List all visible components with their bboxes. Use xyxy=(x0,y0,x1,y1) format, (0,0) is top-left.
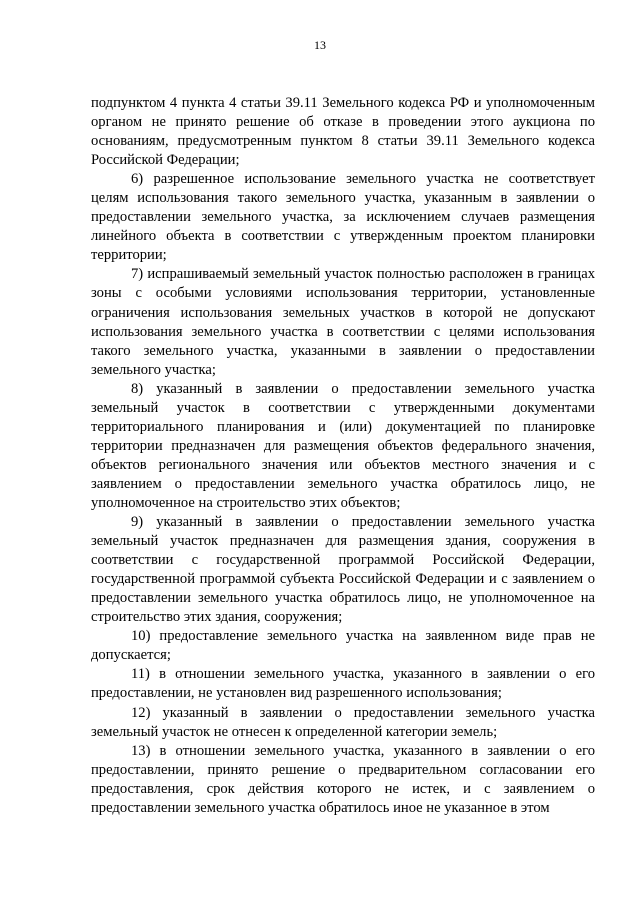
page-number: 13 xyxy=(314,38,326,52)
paragraph-item-9: 9) указанный в заявлении о предоставлении земельного участка земельный участок предназначен для размещения здания, сооружения в соответствии с государственной программой Российской Федерации, государственной программой субъекта Российской Федерации и с заявлением о предоставлении земельного участка обратилось лицо, не уполномоченное на строительство этих здания, сооружения; xyxy=(91,514,595,626)
paragraph-item-6: 6) разрешенное использование земельного участка не соответствует целям использования такого земельного участка, указанным в заявлении о предоставлении земельного участка, за исключением случаев размещения линейного объекта в соответствии с утвержденным проектом планировки территории; xyxy=(91,171,595,264)
paragraph-item-11: 11) в отношении земельного участка, указанного в заявлении о его предоставлении, не установлен вид разрешенного использования; xyxy=(91,666,595,702)
paragraph-item-13: 13) в отношении земельного участка, указанного в заявлении о его предоставлении, принято решение о предварительном согласовании его предоставления, срок действия которого не истек, и с заявлением о предоставлении земельного участка обратилось иное не указанное в этом xyxy=(91,742,595,816)
paragraph-item-10: 10) предоставление земельного участка на заявленном виде прав не допускается; xyxy=(91,628,595,664)
paragraph-item-12: 12) указанный в заявлении о предоставлении земельного участка земельный участок не отнесен к определенной категории земель; xyxy=(91,704,595,740)
paragraph-item-8: 8) указанный в заявлении о предоставлении земельного участка земельный участок в соответствии с утвержденными документами территориального планирования и (или) документацией по планировке территории предназначен для размещения объектов федерального значения, объектов регионального значения или объектов местного значения и с заявлением о предоставлении земельного участка обратилось лицо, не уполномоченное на строительство этих объектов; xyxy=(91,380,595,511)
paragraph-continuation: подпунктом 4 пункта 4 статьи 39.11 Земельного кодекса РФ и уполномоченным органом не принято решение об отказе в проведении этого аукциона по основаниям, предусмотренным пунктом 8 статьи 39.11 Земельного кодекса Российской Федерации; xyxy=(91,95,595,169)
document-body xyxy=(91,94,595,818)
paragraph-item-7: 7) испрашиваемый земельный участок полностью расположен в границах зоны с особыми условиями использования территории, установленные ограничения использования земельных участков в которой не допускают использования земельного участка в соответствии с целями использования такого земельного участка, указанными в заявлении о предоставлении земельного участка; xyxy=(91,266,595,378)
